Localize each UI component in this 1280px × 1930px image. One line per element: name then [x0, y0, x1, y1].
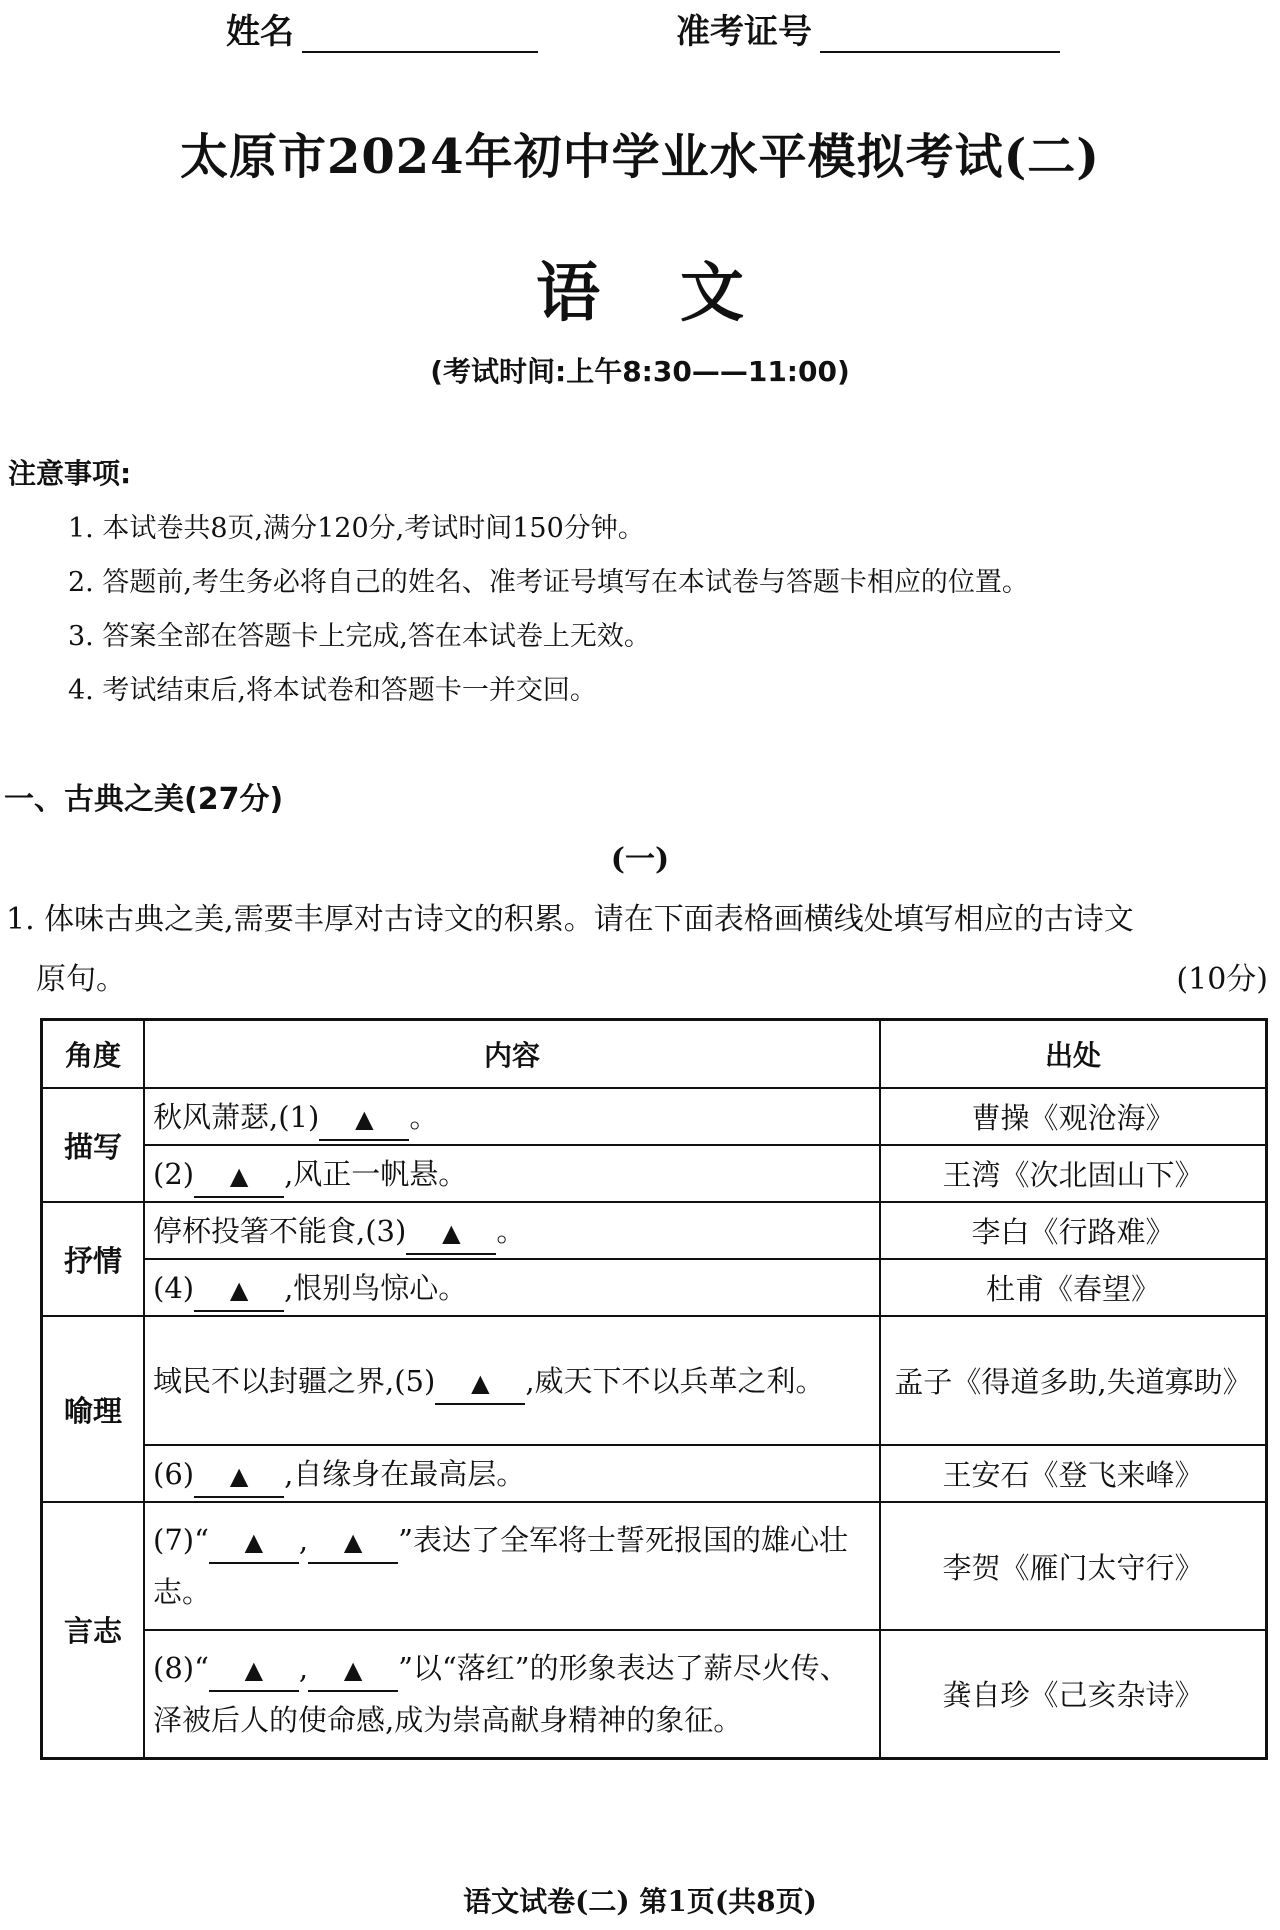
section-heading: 一、古典之美(27分)	[4, 782, 284, 817]
answer-blank-1[interactable]	[319, 1097, 409, 1141]
header-content: 内容	[144, 1020, 880, 1089]
content-text: 。	[496, 1213, 526, 1248]
notice-heading: 注意事项:	[8, 457, 132, 490]
content-text: 停杯投箸不能食,(3)	[153, 1213, 407, 1248]
source-cell: 龚自珍《己亥杂诗》	[880, 1630, 1267, 1758]
table-row	[42, 1088, 1267, 1145]
content-text: ,	[298, 1523, 309, 1557]
content-text: (4)	[153, 1270, 195, 1305]
answer-blank-7b[interactable]	[308, 1520, 398, 1564]
notice-item: 1. 本试卷共8页,满分120分,考试时间150分钟。	[68, 513, 645, 544]
triangle-mark: ▲	[229, 1275, 249, 1304]
angle-cell: 抒情	[42, 1202, 145, 1316]
content-cell	[144, 1202, 880, 1259]
content-text: (2)	[153, 1156, 195, 1191]
table-header-row	[42, 1020, 1267, 1089]
content-text: ,自缘身在最高层。	[284, 1456, 526, 1491]
triangle-mark: ▲	[355, 1104, 374, 1133]
content-cell	[144, 1316, 880, 1445]
triangle-mark: ▲	[343, 1528, 363, 1556]
content-cell	[144, 1088, 880, 1145]
answer-blank-8b[interactable]	[308, 1648, 398, 1692]
content-cell	[144, 1259, 880, 1316]
question-1-text: 1. 体味古典之美,需要丰厚对古诗文的积累。请在下面表格画横线处填写相应的古诗文	[6, 902, 1134, 937]
content-cell	[144, 1502, 880, 1630]
source-cell: 王安石《登飞来峰》	[880, 1445, 1267, 1502]
source-cell: 曹操《观沧海》	[880, 1088, 1267, 1145]
header-angle: 角度	[42, 1020, 145, 1089]
question-1	[6, 890, 1268, 1010]
content-text: ,恨别鸟惊心。	[284, 1270, 468, 1305]
triangle-mark: ▲	[229, 1461, 249, 1490]
content-cell	[144, 1145, 880, 1202]
content-text: 。	[409, 1099, 439, 1134]
content-text: ”表达了全军将士誓死报国的雄心壮志。	[153, 1523, 848, 1609]
answer-blank-6[interactable]	[194, 1454, 284, 1498]
subsection-heading: (一)	[610, 842, 670, 877]
triangle-mark: ▲	[244, 1528, 264, 1556]
exam-title: 太原市2024年初中学业水平模拟考试(二)	[179, 129, 1101, 185]
triangle-mark: ▲	[442, 1218, 461, 1247]
answer-blank-2[interactable]	[194, 1154, 284, 1198]
angle-cell: 描写	[42, 1088, 145, 1202]
table-row	[42, 1445, 1267, 1502]
content-cell	[144, 1445, 880, 1502]
triangle-mark: ▲	[343, 1655, 363, 1684]
source-cell: 杜甫《春望》	[880, 1259, 1267, 1316]
answer-blank-5[interactable]	[435, 1361, 525, 1405]
content-text: 域民不以封疆之界,(5)	[153, 1363, 436, 1398]
triangle-mark: ▲	[244, 1655, 264, 1684]
content-text: ,风正一帆悬。	[284, 1156, 468, 1191]
table-row	[42, 1202, 1267, 1259]
name-blank[interactable]	[302, 21, 538, 53]
triangle-mark: ▲	[229, 1161, 249, 1190]
source-cell: 李白《行路难》	[880, 1202, 1267, 1259]
content-text: (7)“	[153, 1523, 209, 1557]
table-row	[42, 1630, 1267, 1758]
table-row	[42, 1145, 1267, 1202]
angle-cell: 喻理	[42, 1316, 145, 1502]
subject-title: 语文	[536, 257, 824, 331]
table-row	[42, 1502, 1267, 1630]
angle-cell: 言志	[42, 1502, 145, 1758]
header-source: 出处	[880, 1020, 1267, 1089]
content-text: ”以“落红”的形象表达了薪尽火传、泽被后人的使命感,成为崇高献身精神的象征。	[153, 1650, 849, 1737]
exam-id-label: 准考证号	[676, 12, 812, 52]
question-1-text-end: 原句。	[36, 962, 126, 997]
name-label: 姓名	[226, 12, 294, 52]
question-1-score: (10分)	[1176, 962, 1268, 997]
candidate-info-line	[0, 0, 1280, 52]
notice-item: 4. 考试结束后,将本试卷和答题卡一并交回。	[68, 675, 597, 706]
notice-list	[68, 502, 1029, 718]
notice-item: 3. 答案全部在答题卡上完成,答在本试卷上无效。	[68, 621, 651, 652]
exam-time: (考试时间:上午8:30——11:00)	[430, 355, 850, 388]
answer-blank-8a[interactable]	[209, 1648, 299, 1692]
answer-blank-3[interactable]	[406, 1211, 496, 1255]
table-row	[42, 1259, 1267, 1316]
content-text: (8)“	[153, 1650, 209, 1685]
exam-id-field	[676, 4, 1060, 53]
content-text: ,	[298, 1650, 309, 1685]
poem-table	[40, 1018, 1268, 1760]
answer-blank-7a[interactable]	[209, 1520, 299, 1564]
page-footer: 语文试卷(二) 第1页(共8页)	[463, 1885, 817, 1918]
content-cell	[144, 1630, 880, 1758]
source-cell: 王湾《次北固山下》	[880, 1145, 1267, 1202]
table-row	[42, 1316, 1267, 1445]
content-text: ,威天下不以兵革之利。	[525, 1363, 825, 1398]
content-text: (6)	[153, 1456, 195, 1491]
source-cell: 孟子《得道多助,失道寡助》	[880, 1316, 1267, 1445]
exam-id-blank[interactable]	[820, 21, 1060, 53]
notice-item: 2. 答题前,考生务必将自己的姓名、准考证号填写在本试卷与答题卡相应的位置。	[68, 567, 1029, 598]
answer-blank-4[interactable]	[194, 1268, 284, 1312]
name-field	[226, 4, 538, 53]
source-cell: 李贺《雁门太守行》	[880, 1502, 1267, 1630]
question-1-text-cont	[6, 950, 1268, 1010]
triangle-mark: ▲	[471, 1368, 490, 1397]
content-text: 秋风萧瑟,(1)	[153, 1099, 320, 1134]
